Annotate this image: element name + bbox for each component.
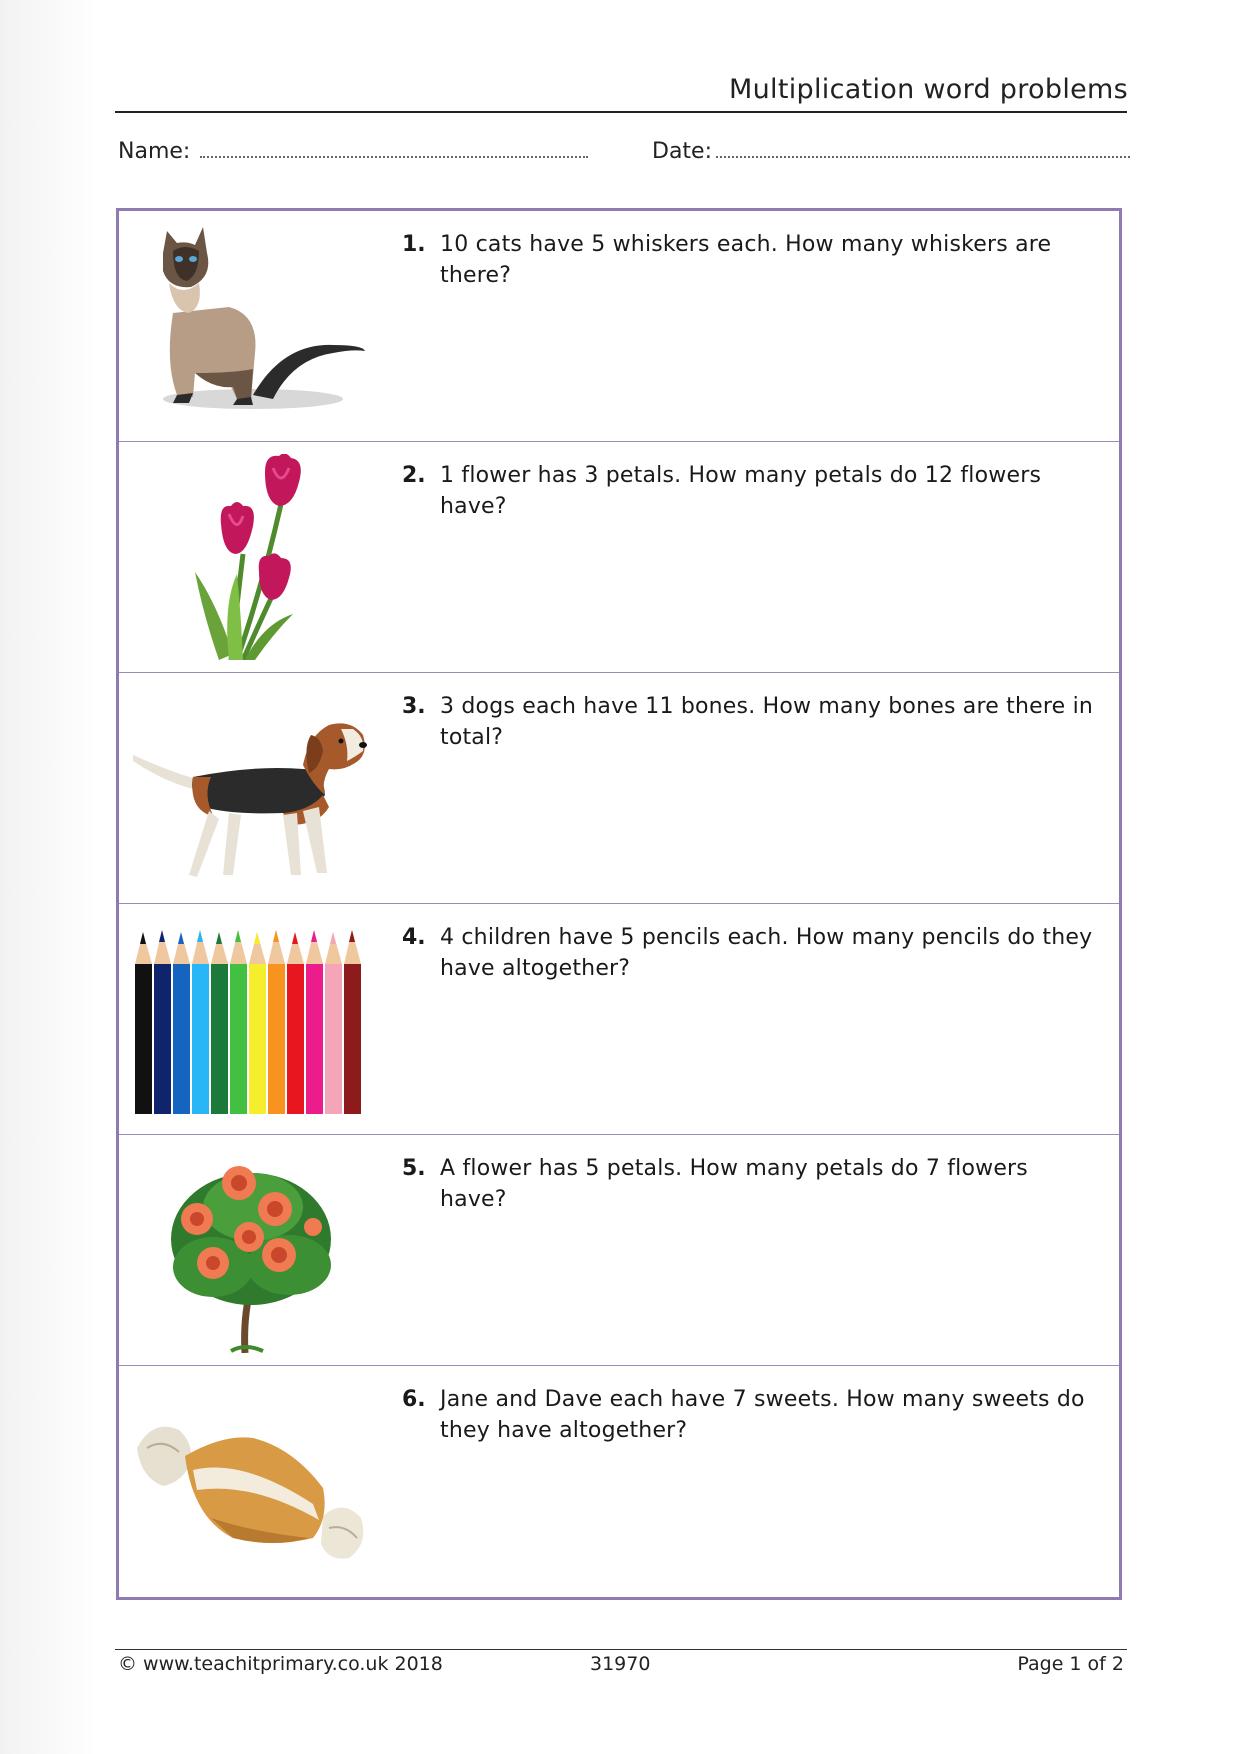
date-dotted-line[interactable] (716, 138, 1130, 158)
cat-icon (133, 223, 369, 429)
question (402, 1153, 1097, 1215)
name-field[interactable] (118, 138, 588, 164)
page-margin-shade (0, 0, 96, 1754)
problem-row (119, 1366, 1119, 1597)
question (402, 460, 1097, 522)
footer (118, 1653, 1124, 1681)
question-number: 6. (402, 1387, 426, 1412)
date-label: Date: (652, 139, 712, 164)
problem-row (119, 211, 1119, 442)
question-text: 3 dogs each have 11 bones. How many bones are there in total? (440, 694, 1094, 750)
question-number: 2. (402, 463, 426, 488)
question-number: 5. (402, 1156, 426, 1181)
name-date-row (118, 138, 1128, 172)
problem-row (119, 1135, 1119, 1366)
footer-page-number: Page 1 of 2 (1017, 1653, 1124, 1675)
question-number: 1. (402, 232, 426, 257)
question-text: 4 children have 5 pencils each. How many pencils do they have altogether? (440, 925, 1093, 981)
problem-row (119, 904, 1119, 1135)
name-dotted-line[interactable] (200, 138, 588, 158)
problem-row (119, 442, 1119, 673)
question-text: 10 cats have 5 whiskers each. How many whiskers are there? (440, 232, 1052, 288)
question (402, 691, 1097, 753)
tulip-icon (133, 454, 369, 660)
footer-code: 31970 (590, 1653, 651, 1675)
question (402, 1384, 1097, 1446)
sweet-icon (133, 1378, 369, 1584)
footer-rule (115, 1649, 1127, 1650)
question-number: 4. (402, 925, 426, 950)
question-text: Jane and Dave each have 7 sweets. How many sweets do they have altogether? (440, 1387, 1085, 1443)
page-title: Multiplication word problems (729, 74, 1128, 105)
date-field[interactable] (652, 138, 1130, 164)
question-number: 3. (402, 694, 426, 719)
dog-icon (133, 685, 369, 891)
header-rule (115, 111, 1127, 113)
problems-box (116, 208, 1122, 1600)
rose-bush-icon (133, 1147, 369, 1353)
question (402, 229, 1097, 291)
question-text: A flower has 5 petals. How many petals do 7 flowers have? (440, 1156, 1028, 1212)
question (402, 922, 1097, 984)
pencils-icon (133, 916, 369, 1122)
footer-copyright: © www.teachitprimary.co.uk 2018 (118, 1653, 443, 1675)
question-text: 1 flower has 3 petals. How many petals do 12 flowers have? (440, 463, 1042, 519)
name-label: Name: (118, 139, 191, 164)
problem-row (119, 673, 1119, 904)
